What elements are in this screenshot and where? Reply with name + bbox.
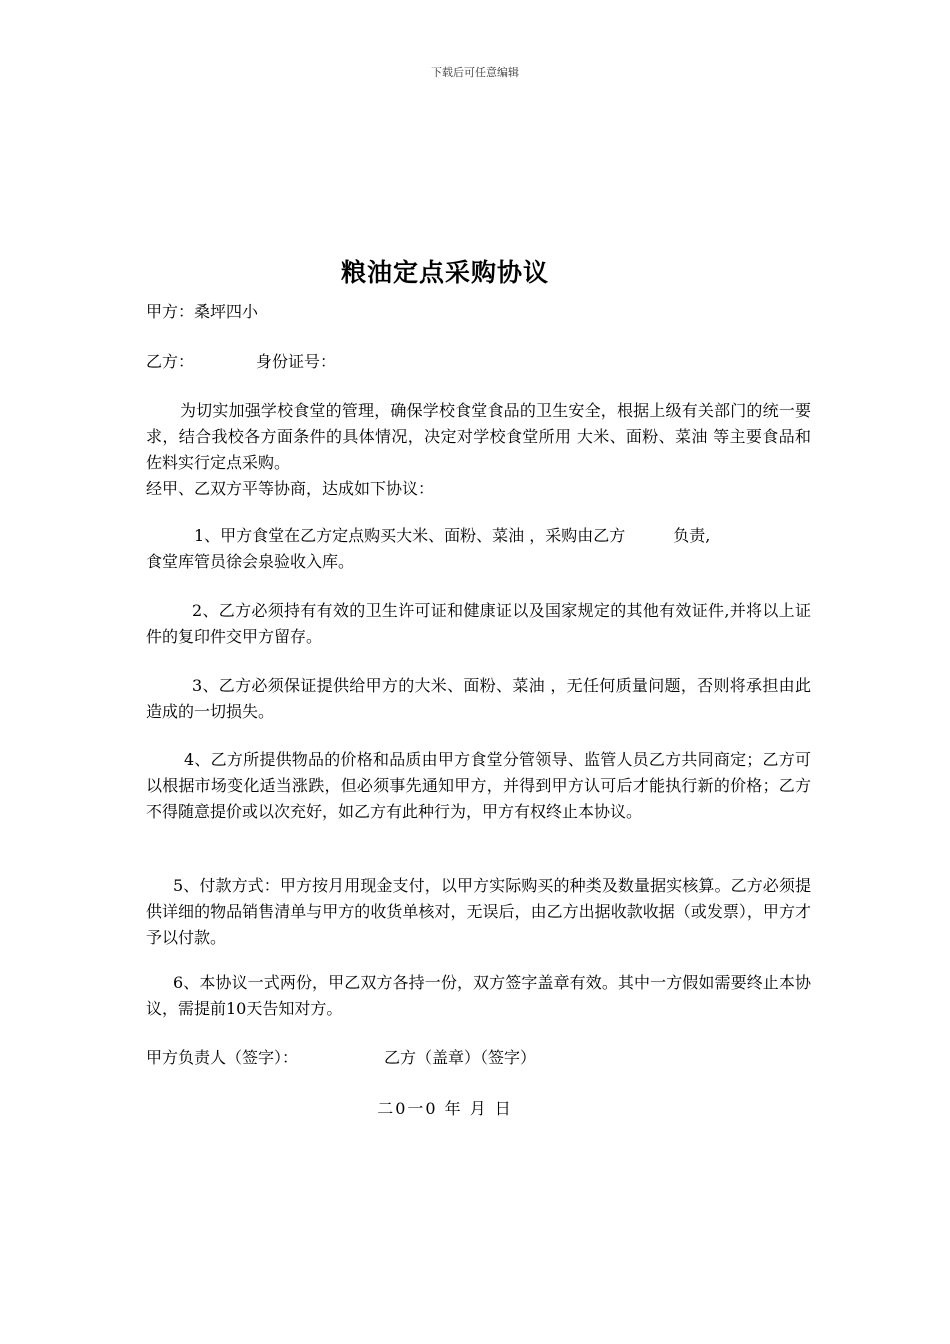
intro-paragraph: 为切实加强学校食堂的管理，确保学校食堂食品的卫生安全，根据上级有关部门的统一要求，结合我校各方面条件的具体情况，决定对学校食堂所用 大米、面粉、菜油 等主要食品和佐料实行定点采购。 xyxy=(146,401,811,472)
clause-2: 2、乙方必须持有有效的卫生许可证和健康证以及国家规定的其他有效证件,并将以上证件的复印件交甲方留存。 xyxy=(146,601,811,646)
document-date: 二0一0 年 月 日 xyxy=(377,1099,513,1118)
clause-1-continued: 食堂库管员徐会泉验收入库。 xyxy=(146,552,355,571)
clause-1-responsible: 负责, xyxy=(673,526,711,545)
party-b-line xyxy=(146,350,336,374)
clause-1 xyxy=(146,523,811,575)
signature-line xyxy=(146,1046,536,1070)
clause-5: 5、付款方式：甲方按月用现金支付，以甲方实际购买的种类及数量据实核算。乙方必须提供详细的物品销售清单与甲方的收货单核对，无误后，由乙方出据收款收据（或发票），甲方才予以付款。 xyxy=(146,876,811,947)
page-header-note: 下载后可任意编辑 xyxy=(431,66,519,79)
signature-party-a: 甲方负责人（签字）： xyxy=(146,1048,299,1067)
clause-6: 6、本协议一式两份，甲乙双方各持一份，双方签字盖章有效。其中一方假如需要终止本协议，需提前10天告知对方。 xyxy=(146,973,811,1018)
clause-3: 3、乙方必须保证提供给甲方的大米、面粉、菜油 ，无任何质量问题，否则将承担由此造成的一切损失。 xyxy=(146,676,811,721)
document-title: 粮油定点采购协议 xyxy=(340,258,549,287)
agreement-lead: 经甲、乙双方平等协商，达成如下协议： xyxy=(146,479,435,498)
clause-1-text: 1、甲方食堂在乙方定点购买大米、面粉、菜油 ，采购由乙方 xyxy=(194,526,626,545)
party-b-label: 乙方： xyxy=(146,352,195,371)
signature-party-b: 乙方（盖章）（签字） xyxy=(384,1048,537,1067)
party-a-line: 甲方：桑坪四小 xyxy=(146,302,259,321)
clause-4: 4、乙方所提供物品的价格和品质由甲方食堂分管领导、监管人员乙方共同商定；乙方可以根据市场变化适当涨跌，但必须事先通知甲方，并得到甲方认可后才能执行新的价格；乙方不得随意提价或以次充好，如乙方有此种行为，甲方有权终止本协议。 xyxy=(146,750,811,821)
party-b-id-label: 身份证号： xyxy=(256,352,337,371)
